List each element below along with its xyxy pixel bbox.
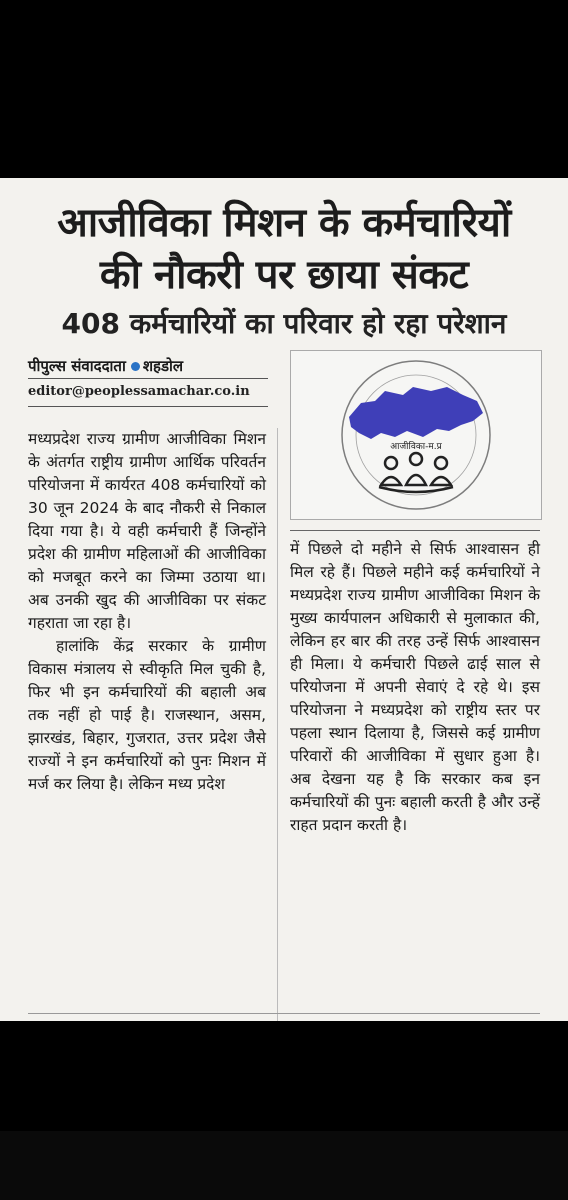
editor-email: editor@peoplessamachar.co.in — [28, 384, 250, 399]
bottom-divider — [28, 1013, 540, 1014]
logo-caption: आजीविका-म.प्र — [390, 442, 442, 452]
headline-line-1: आजीविका मिशन के कर्मचारियों — [57, 200, 511, 246]
headline-line-2: की नौकरी पर छाया संकट — [99, 252, 469, 298]
paragraph-left-1: मध्यप्रदेश राज्य ग्रामीण आजीविका मिशन के अंतर्गत राष्ट्रीय ग्रामीण आर्थिक परिवर्तन परियोजना में कार्यरत 408 कर्मचारियों को 30 जून 2024 के बाद नौकरी से निकाल दिया गया है। ये वही कर्मचारी हैं जिन्होंने प्रदेश की ग्रामीण महिलाओं की आजीविका को मजबूत करने का जिम्मा उठाया था। अब उनकी खुद की आजीविका पर संकट गहराता जा रहा है। — [28, 430, 266, 632]
byline-dot-icon — [131, 362, 140, 371]
byline-divider — [28, 378, 268, 379]
paragraph-right-1: में पिछले दो महीने से सिर्फ आश्वासन ही मिल रहे हैं। पिछले महीने कई कर्मचारियों ने मध्यप्रदेश राज्य ग्रामीण आजीविका मिशन के मुख्य कार्यपालन अधिकारी से मुलाकात की, लेकिन हर बार की तरह उन्हें सिर्फ आश्वासन ही मिला। ये कर्मचारी पिछले ढाई साल से परियोजना में अपनी सेवाएं दे रहे थे। इस परियोजना ने मध्यप्रदेश को राष्ट्रीय स्तर पर पहला स्थान दिलाया है, जिससे कई ग्रामीण परिवारों की आजीविका में सुधार हुआ है। अब देखना यह है कि सरकार कब इन कर्मचारियों की पुनः बहाली करती है और उन्हें राहत प्रदान करती है। — [290, 540, 540, 834]
left-column — [28, 428, 266, 796]
right-column — [290, 538, 540, 837]
mp-map-shape — [349, 387, 483, 439]
subheadline: 408 कर्मचारियों का परिवार हो रहा परेशान — [61, 307, 507, 340]
women-figures-icon — [379, 453, 453, 492]
right-column-top-rule — [290, 530, 540, 531]
column-divider — [277, 428, 278, 1021]
mission-logo — [290, 350, 542, 520]
navigation-bar-area — [0, 1131, 568, 1200]
top-black-bar — [0, 0, 568, 178]
newspaper-clipping — [0, 178, 568, 1021]
aajeevika-logo-icon — [291, 351, 541, 519]
byline-author: पीपुल्स संवाददाता — [28, 357, 126, 375]
byline-place: शहडोल — [142, 357, 184, 375]
byline — [28, 356, 183, 376]
email-divider — [28, 406, 268, 407]
bottom-black-bar — [0, 1021, 568, 1131]
paragraph-left-2: हालांकि केंद्र सरकार के ग्रामीण विकास मंत्रालय से स्वीकृति मिल चुकी है, फिर भी इन कर्मचारियों की बहाली अब तक नहीं हो पाई है। राजस्थान, असम, झारखंड, बिहार, गुजरात, उत्तर प्रदेश जैसे राज्यों ने इन कर्मचारियों को पुनः मिशन में मर्ज कर लिया है। लेकिन मध्य प्रदेश — [28, 637, 266, 793]
